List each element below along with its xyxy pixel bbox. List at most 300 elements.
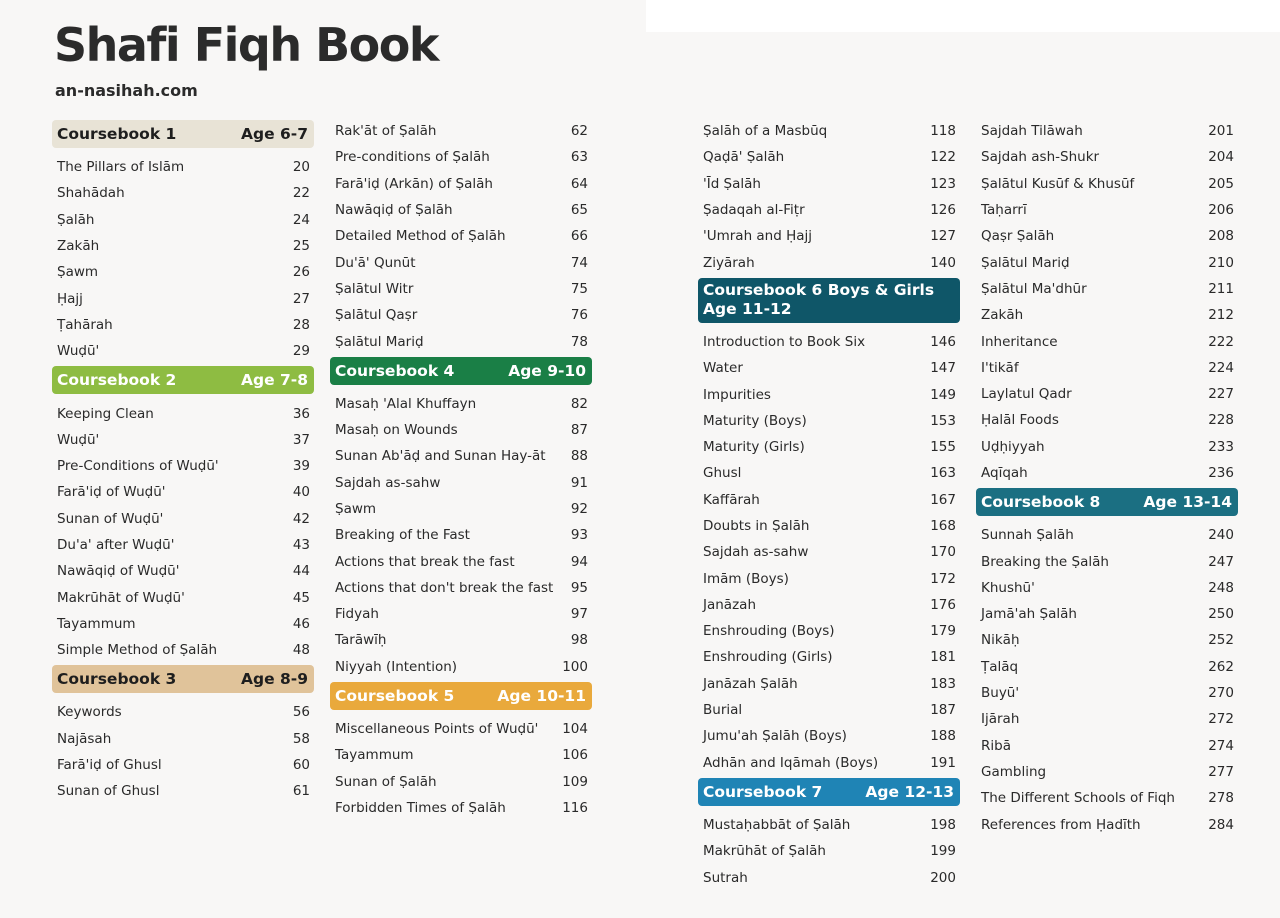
toc-page-number: 118 xyxy=(930,123,956,140)
toc-page-number: 200 xyxy=(930,869,956,886)
toc-page-number: 56 xyxy=(292,704,310,721)
toc-page-number: 206 xyxy=(1208,202,1234,219)
toc-page-number: 247 xyxy=(1208,553,1234,570)
toc-page-number: 163 xyxy=(930,465,956,482)
toc-page-number: 104 xyxy=(562,721,588,738)
toc-topic: Masaḥ 'Alal Khuffayn xyxy=(335,395,477,412)
toc-row xyxy=(976,654,1238,680)
toc-topic: Ṭalāq xyxy=(981,658,1019,675)
toc-row xyxy=(52,699,314,725)
toc-row xyxy=(52,506,314,532)
toc-topic: Janāzah Ṣalāh xyxy=(703,675,798,692)
toc-row xyxy=(976,601,1238,627)
toc-row xyxy=(976,407,1238,433)
toc-topic: Sunan Ab'āḍ and Sunan Hay-āt xyxy=(335,448,546,465)
toc-page-number: 100 xyxy=(562,658,588,675)
toc-row xyxy=(698,592,960,618)
toc-page-number: 94 xyxy=(570,553,588,570)
toc-topic: Jumu'ah Ṣalāh (Boys) xyxy=(703,728,847,745)
toc-topic: Ṣalātul Qaṣr xyxy=(335,307,418,324)
toc-row xyxy=(976,381,1238,407)
toc-topic: Du'a' after Wuḍū' xyxy=(57,537,175,553)
toc-page-number: 45 xyxy=(292,589,310,606)
toc-page-number: 26 xyxy=(292,264,310,281)
toc-topic: Miscellaneous Points of Wuḍū' xyxy=(335,721,539,738)
toc-row xyxy=(698,750,960,776)
toc-row xyxy=(52,453,314,479)
section-title: Coursebook 7 xyxy=(703,782,823,801)
toc-row xyxy=(330,627,592,653)
toc-row xyxy=(52,532,314,558)
toc-row xyxy=(52,637,314,663)
toc-topic: Taḥarrī xyxy=(981,202,1027,219)
toc-row xyxy=(52,338,314,364)
toc-topic: Masaḥ on Wounds xyxy=(335,422,458,439)
toc-page-number: 82 xyxy=(570,395,588,412)
toc-page-number: 240 xyxy=(1208,527,1234,544)
toc-page-number: 233 xyxy=(1208,438,1234,455)
section-header-coursebook-3 xyxy=(52,665,314,693)
toc-row xyxy=(52,427,314,453)
toc-page-number: 167 xyxy=(930,491,956,508)
toc-topic: The Different Schools of Fiqh xyxy=(981,790,1175,807)
toc-row xyxy=(52,558,314,584)
toc-page-number: 25 xyxy=(292,238,310,255)
toc-topic: Nawāqiḍ of Ṣalāh xyxy=(335,202,453,219)
toc-row xyxy=(52,752,314,778)
toc-page-number: 222 xyxy=(1208,333,1234,350)
toc-topic: Rak'āt of Ṣalāh xyxy=(335,123,437,140)
toc-column-2 xyxy=(330,118,592,821)
toc-row xyxy=(698,565,960,591)
toc-topic: Tayammum xyxy=(335,747,414,764)
toc-topic: Du'ā' Qunūt xyxy=(335,254,416,271)
toc-page-number: 191 xyxy=(930,754,956,771)
toc-row xyxy=(52,285,314,311)
toc-topic: Doubts in Ṣalāh xyxy=(703,518,810,534)
toc-topic: Sajdah as-sahw xyxy=(335,474,441,491)
toc-page-number: 44 xyxy=(292,563,310,580)
toc-topic: Kaffārah xyxy=(703,491,760,508)
toc-topic: Makrūhāt of Wuḍū' xyxy=(57,589,185,606)
toc-topic: Ṣalātul Kusūf & Khusūf xyxy=(981,175,1135,192)
toc-page-number: 91 xyxy=(570,474,588,491)
toc-topic: Forbidden Times of Ṣalāh xyxy=(335,799,506,816)
toc-topic: Nawāqiḍ of Wuḍū' xyxy=(57,563,180,580)
toc-topic: Fidyah xyxy=(335,606,379,623)
toc-topic: Aqīqah xyxy=(981,465,1028,481)
toc-row xyxy=(330,716,592,742)
toc-row xyxy=(330,417,592,443)
toc-row xyxy=(976,171,1238,197)
toc-page-number: 42 xyxy=(292,510,310,527)
toc-row xyxy=(330,276,592,302)
toc-page-number: 248 xyxy=(1208,579,1234,596)
toc-topic: Simple Method of Ṣalāh xyxy=(57,642,218,659)
toc-topic: Farā'iḍ (Arkān) of Ṣalāh xyxy=(335,175,493,192)
toc-row xyxy=(52,726,314,752)
toc-page-number: 75 xyxy=(570,280,588,297)
toc-page-number: 24 xyxy=(292,211,310,228)
toc-row xyxy=(698,329,960,355)
toc-page-number: 106 xyxy=(562,747,588,764)
toc-row xyxy=(330,118,592,144)
toc-topic: Actions that break the fast xyxy=(335,553,515,570)
toc-page-number: 272 xyxy=(1208,711,1234,728)
toc-row xyxy=(330,522,592,548)
section-title: Coursebook 1 xyxy=(57,125,177,143)
toc-topic: Zakāh xyxy=(981,307,1024,324)
toc-topic: Shahādah xyxy=(57,185,125,202)
section-title: Coursebook 5 xyxy=(335,686,455,705)
toc-page-number: 170 xyxy=(930,544,956,561)
toc-topic: Gambling xyxy=(981,763,1047,780)
toc-topic: Qaṣr Ṣalāh xyxy=(981,228,1055,245)
toc-row xyxy=(52,611,314,637)
toc-row xyxy=(698,171,960,197)
toc-page-number: 61 xyxy=(292,783,310,800)
toc-column-3 xyxy=(698,118,960,891)
section-title: Coursebook 6 Boys & Girls xyxy=(703,280,935,299)
toc-row xyxy=(330,391,592,417)
section-age: Age 10-11 xyxy=(497,686,586,705)
toc-topic: Ḥajj xyxy=(57,290,83,307)
top-right-background xyxy=(646,0,1280,32)
toc-row xyxy=(330,443,592,469)
toc-page-number: 43 xyxy=(292,537,310,553)
toc-topic: Adhān and Iqāmah (Boys) xyxy=(703,754,879,771)
toc-page-number: 122 xyxy=(930,149,956,166)
toc-topic: Ḥalāl Foods xyxy=(981,412,1059,429)
section-header-coursebook-8 xyxy=(976,488,1238,516)
toc-topic: Sunan of Wuḍū' xyxy=(57,510,164,527)
toc-topic: Laylatul Qadr xyxy=(981,386,1072,403)
toc-row xyxy=(698,381,960,407)
toc-page-number: 123 xyxy=(930,175,956,192)
toc-topic: Sajdah Tilāwah xyxy=(981,123,1083,140)
section-age: Age 8-9 xyxy=(240,670,308,689)
toc-topic: Zakāh xyxy=(57,238,100,255)
toc-topic: Keeping Clean xyxy=(57,405,154,422)
toc-row xyxy=(976,680,1238,706)
toc-page-number: 262 xyxy=(1208,658,1234,675)
toc-topic: Ziyārah xyxy=(703,254,755,271)
toc-row xyxy=(698,355,960,381)
toc-page-number: 149 xyxy=(930,386,956,403)
toc-topic: Farā'iḍ of Ghusl xyxy=(57,757,162,774)
toc-topic: The Pillars of Islām xyxy=(57,159,185,176)
toc-topic: Tayammum xyxy=(57,615,136,632)
toc-row xyxy=(698,434,960,460)
toc-topic: Najāsah xyxy=(57,730,112,747)
toc-row xyxy=(698,539,960,565)
toc-page-number: 179 xyxy=(930,623,956,640)
toc-topic: Sutrah xyxy=(703,869,748,886)
toc-topic: Ṣawm xyxy=(335,501,377,517)
toc-row xyxy=(698,618,960,644)
toc-row xyxy=(52,180,314,206)
toc-row xyxy=(52,400,314,426)
toc-topic: Qaḍā' Ṣalāh xyxy=(703,149,785,166)
toc-topic: Ṣawm xyxy=(57,264,99,281)
site-url: an-nasihah.com xyxy=(55,81,198,100)
toc-page-number: 66 xyxy=(570,228,588,245)
toc-page-number: 210 xyxy=(1208,254,1234,271)
toc-page-number: 63 xyxy=(570,149,588,166)
toc-page-number: 208 xyxy=(1208,228,1234,245)
toc-row xyxy=(52,778,314,804)
toc-page-number: 87 xyxy=(570,422,588,439)
toc-topic: Sajdah as-sahw xyxy=(703,544,809,561)
toc-page-number: 250 xyxy=(1208,606,1234,623)
toc-topic: Ṣalātul Witr xyxy=(335,280,414,297)
toc-page-number: 46 xyxy=(292,615,310,632)
toc-page-number: 147 xyxy=(930,360,956,377)
toc-page-number: 188 xyxy=(930,728,956,745)
toc-page-number: 181 xyxy=(930,649,956,666)
toc-row xyxy=(976,460,1238,486)
toc-row xyxy=(698,671,960,697)
toc-page-number: 227 xyxy=(1208,386,1234,403)
toc-row xyxy=(976,575,1238,601)
toc-row xyxy=(976,548,1238,574)
toc-page-number: 204 xyxy=(1208,149,1234,166)
toc-row xyxy=(976,785,1238,811)
toc-topic: Wuḍū' xyxy=(57,343,100,360)
toc-row xyxy=(330,197,592,223)
toc-row xyxy=(698,249,960,275)
toc-row xyxy=(698,812,960,838)
toc-topic: Buyū' xyxy=(981,685,1020,702)
section-age: Age 13-14 xyxy=(1143,493,1232,512)
toc-page-number: 270 xyxy=(1208,685,1234,702)
toc-page-number: 201 xyxy=(1208,123,1234,140)
toc-page-number: 168 xyxy=(930,518,956,534)
toc-topic: Uḍḥiyyah xyxy=(981,438,1045,455)
toc-row xyxy=(976,302,1238,328)
toc-page-number: 28 xyxy=(292,316,310,333)
toc-topic: Enshrouding (Girls) xyxy=(703,649,833,666)
toc-page-number: 274 xyxy=(1208,737,1234,754)
section-title: Coursebook 4 xyxy=(335,361,455,380)
section-age: Age 6-7 xyxy=(240,125,308,143)
toc-topic: Maturity (Girls) xyxy=(703,439,805,456)
section-age: Age 12-13 xyxy=(865,782,954,801)
toc-row xyxy=(976,328,1238,354)
section-title: Coursebook 8 xyxy=(981,493,1101,512)
toc-topic: Breaking the Ṣalāh xyxy=(981,553,1109,570)
toc-topic: Khushū' xyxy=(981,579,1035,596)
toc-row xyxy=(976,627,1238,653)
toc-page-number: 64 xyxy=(570,175,588,192)
toc-page-number: 176 xyxy=(930,596,956,613)
toc-page-number: 126 xyxy=(930,202,956,219)
toc-topic: Sunnah Ṣalāh xyxy=(981,527,1074,544)
toc-row xyxy=(330,249,592,275)
toc-topic: 'Umrah and Ḥajj xyxy=(703,228,813,245)
toc-page-number: 62 xyxy=(570,123,588,140)
toc-page-number: 127 xyxy=(930,228,956,245)
toc-row xyxy=(698,460,960,486)
toc-row xyxy=(976,522,1238,548)
toc-row xyxy=(52,479,314,505)
toc-topic: Ṭahārah xyxy=(57,316,113,333)
toc-topic: Nikāḥ xyxy=(981,632,1020,649)
toc-topic: Burial xyxy=(703,702,743,719)
toc-row xyxy=(976,706,1238,732)
toc-row xyxy=(330,601,592,627)
toc-topic: Keywords xyxy=(57,704,122,721)
toc-row xyxy=(52,312,314,338)
section-age: Age 11-12 xyxy=(703,299,792,318)
section-header-coursebook-5 xyxy=(330,682,592,710)
toc-page-number: 109 xyxy=(562,773,588,790)
toc-page-number: 278 xyxy=(1208,790,1234,807)
section-header-coursebook-7 xyxy=(698,778,960,806)
toc-row xyxy=(330,575,592,601)
toc-row xyxy=(698,723,960,749)
section-title: Coursebook 2 xyxy=(57,371,177,390)
toc-topic: Introduction to Book Six xyxy=(703,333,866,350)
toc-page-number: 155 xyxy=(930,439,956,456)
toc-topic: Pre-Conditions of Wuḍū' xyxy=(57,458,219,475)
toc-page-number: 39 xyxy=(292,458,310,475)
toc-row xyxy=(330,144,592,170)
toc-page-number: 98 xyxy=(570,632,588,649)
toc-topic: Pre-conditions of Ṣalāh xyxy=(335,149,490,166)
toc-page-number: 65 xyxy=(570,202,588,219)
toc-page-number: 78 xyxy=(570,333,588,350)
toc-row xyxy=(330,223,592,249)
page-title: Shafi Fiqh Book xyxy=(54,18,438,72)
toc-page-number: 183 xyxy=(930,675,956,692)
toc-topic: Ijārah xyxy=(981,711,1020,728)
toc-page-number: 88 xyxy=(570,448,588,465)
section-age: Age 7-8 xyxy=(240,371,308,390)
toc-page-number: 211 xyxy=(1208,280,1234,297)
toc-page-number: 146 xyxy=(930,333,956,350)
toc-topic: Ṣalāh of a Masbūq xyxy=(703,123,828,140)
toc-page-number: 58 xyxy=(292,730,310,747)
toc-row xyxy=(976,733,1238,759)
toc-page-number: 187 xyxy=(930,702,956,719)
toc-page-number: 29 xyxy=(292,343,310,360)
toc-row xyxy=(698,697,960,723)
toc-topic: I'tikāf xyxy=(981,359,1019,376)
toc-row xyxy=(330,171,592,197)
toc-page-number: 172 xyxy=(930,570,956,587)
toc-column-1 xyxy=(52,118,314,805)
toc-row xyxy=(330,496,592,522)
toc-page-number: 212 xyxy=(1208,307,1234,324)
toc-page-number: 140 xyxy=(930,254,956,271)
toc-page-number: 93 xyxy=(570,527,588,544)
toc-topic: Farā'iḍ of Wuḍū' xyxy=(57,484,166,501)
toc-page-number: 40 xyxy=(292,484,310,501)
toc-row xyxy=(976,197,1238,223)
toc-page-number: 60 xyxy=(292,757,310,774)
toc-row xyxy=(976,144,1238,170)
toc-row xyxy=(976,118,1238,144)
toc-row xyxy=(330,742,592,768)
toc-topic: Inheritance xyxy=(981,333,1058,350)
toc-row xyxy=(52,207,314,233)
toc-topic: Tarāwīḥ xyxy=(335,632,387,649)
toc-page-number: 205 xyxy=(1208,175,1234,192)
toc-topic: Detailed Method of Ṣalāh xyxy=(335,228,506,245)
toc-page-number: 224 xyxy=(1208,359,1234,376)
toc-row xyxy=(976,434,1238,460)
toc-row xyxy=(330,654,592,680)
toc-page-number: 20 xyxy=(292,159,310,176)
toc-topic: Sajdah ash-Shukr xyxy=(981,149,1100,166)
toc-page-number: 97 xyxy=(570,606,588,623)
toc-page-number: 36 xyxy=(292,405,310,422)
toc-topic: Wuḍū' xyxy=(57,431,100,448)
section-header-coursebook-1 xyxy=(52,120,314,148)
toc-row xyxy=(52,154,314,180)
toc-row xyxy=(52,584,314,610)
toc-topic: Ṣalātul Ma'dhūr xyxy=(981,280,1087,297)
toc-topic: Enshrouding (Boys) xyxy=(703,623,835,640)
toc-page-number: 198 xyxy=(930,816,956,833)
toc-row xyxy=(698,408,960,434)
toc-topic: Sunan of Ghusl xyxy=(57,783,160,800)
section-header-coursebook-2 xyxy=(52,366,314,394)
toc-topic: Mustaḥabbāt of Ṣalāh xyxy=(703,816,851,833)
toc-page-number: 252 xyxy=(1208,632,1234,649)
toc-row xyxy=(330,548,592,574)
section-title: Coursebook 3 xyxy=(57,670,177,689)
toc-page-number: 284 xyxy=(1208,816,1234,833)
toc-topic: Actions that don't break the fast xyxy=(335,579,554,596)
toc-topic: Ribā xyxy=(981,737,1011,754)
toc-row xyxy=(330,769,592,795)
toc-page-number: 92 xyxy=(570,501,588,517)
section-header-coursebook-4 xyxy=(330,357,592,385)
toc-row xyxy=(698,223,960,249)
toc-page-number: 228 xyxy=(1208,412,1234,429)
toc-row xyxy=(698,513,960,539)
toc-column-4 xyxy=(976,118,1238,838)
toc-topic: Niyyah (Intention) xyxy=(335,658,458,675)
toc-row xyxy=(698,144,960,170)
toc-page-number: 236 xyxy=(1208,465,1234,481)
toc-topic: Impurities xyxy=(703,386,771,403)
toc-topic: Ghusl xyxy=(703,465,742,482)
toc-topic: Ṣalātul Mariḍ xyxy=(335,333,424,350)
toc-page-number: 116 xyxy=(562,799,588,816)
section-header-coursebook-6-boys-girls xyxy=(698,278,960,323)
toc-topic: Ṣadaqah al-Fiṭr xyxy=(703,202,805,219)
toc-topic: Makrūhāt of Ṣalāh xyxy=(703,843,826,860)
toc-page-number: 199 xyxy=(930,843,956,860)
toc-page-number: 37 xyxy=(292,431,310,448)
toc-row xyxy=(698,838,960,864)
toc-row xyxy=(330,328,592,354)
toc-row xyxy=(52,233,314,259)
toc-row xyxy=(698,487,960,513)
toc-page-number: 48 xyxy=(292,642,310,659)
toc-row xyxy=(52,259,314,285)
toc-topic: Breaking of the Fast xyxy=(335,527,470,544)
toc-row xyxy=(698,197,960,223)
toc-page-number: 277 xyxy=(1208,763,1234,780)
toc-topic: Jamā'ah Ṣalāh xyxy=(981,606,1077,623)
toc-topic: Ṣalātul Mariḍ xyxy=(981,254,1070,271)
toc-page-number: 74 xyxy=(570,254,588,271)
toc-page-number: 95 xyxy=(570,579,588,596)
